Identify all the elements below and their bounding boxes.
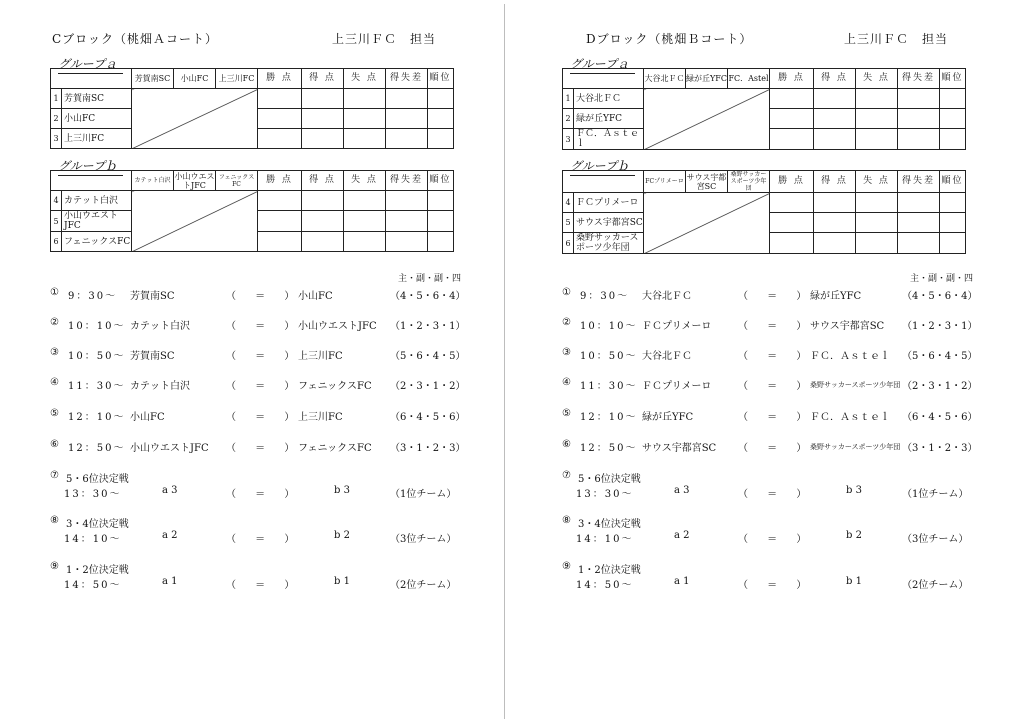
diagonal-cells — [644, 89, 770, 150]
responsible-team: 上三川ＦＣ 担当 — [332, 32, 437, 46]
match-row: ③ 10：50～ 大谷北ＦＣ （ ＝ ） ＦＣ．Ａｓｔｅｌ （5・6・4・5） — [562, 347, 978, 362]
column-rank: 順位 — [428, 171, 454, 191]
league-table-group-a — [50, 68, 454, 149]
column-goals-for: 得 点 — [814, 171, 856, 193]
final-title-row: ⑨ 1・2位決定戦 — [562, 561, 641, 576]
column-points: 勝 点 — [770, 171, 814, 193]
column-goal-diff: 得失差 — [898, 171, 940, 193]
column-rank: 順位 — [428, 69, 454, 89]
column-goals-for: 得 点 — [302, 69, 344, 89]
column-goals-against: 失 点 — [856, 69, 898, 89]
column-goals-against: 失 点 — [856, 171, 898, 193]
column-goals-against: 失 点 — [344, 69, 386, 89]
final-match-row: 13：30～ a 3 （ ＝ ） b 3 （1位チーム） — [64, 485, 457, 500]
table-row: 6 桑野サッカースポーツ少年団 — [563, 233, 966, 254]
match-row: ⑥ 12：50～ サウス宇都宮SC （ ＝ ） 桑野サッカースポーツ少年団 （3・1・2・3） — [562, 439, 978, 454]
diagonal-cells — [644, 193, 770, 254]
group-label: グループｂ — [570, 157, 629, 174]
column-team: サウス宇都宮SC — [686, 172, 727, 191]
column-team: FCプリメーロ — [644, 171, 686, 193]
final-match-row: 13：30～ a 3 （ ＝ ） b 3 （1位チーム） — [576, 485, 969, 500]
column-rank: 順位 — [940, 171, 966, 193]
column-team: 小山ウエストJFC — [174, 171, 215, 190]
final-match-row: 14：50～ a 1 （ ＝ ） b 1 （2位チーム） — [576, 576, 969, 591]
diagonal-cells — [132, 89, 258, 149]
match-row: ③ 10：50～ 芳賀南SC （ ＝ ） 上三川FC （5・6・4・5） — [50, 347, 466, 362]
group-label: グループｂ — [58, 157, 117, 174]
match-row: ① 9：30～ 大谷北ＦＣ （ ＝ ） 緑が丘YFC （4・5・6・4） — [562, 287, 978, 302]
final-match-row: 14：50～ a 1 （ ＝ ） b 1 （2位チーム） — [64, 576, 457, 591]
final-match-row: 14：10～ a 2 （ ＝ ） b 2 （3位チーム） — [64, 530, 457, 545]
table-row: 1 芳賀南SC — [51, 89, 454, 109]
final-title-row: ⑨ 1・2位決定戦 — [50, 561, 129, 576]
table-row: 3 ＦＣ．Ａｓｔｅｌ — [563, 129, 966, 150]
table-row: 2 小山FC — [51, 109, 454, 129]
column-rank: 順位 — [940, 69, 966, 89]
column-goal-diff: 得失差 — [386, 171, 428, 191]
table-row: 3 上三川FC — [51, 129, 454, 149]
responsible-team: 上三川ＦＣ 担当 — [844, 32, 949, 46]
column-goal-diff: 得失差 — [386, 69, 428, 89]
group-label: グループａ — [58, 55, 117, 72]
table-row: 1 大谷北ＦＣ — [563, 89, 966, 109]
block-title: Cブロック（桃畑Ａコート） — [52, 32, 218, 46]
column-points: 勝 点 — [258, 171, 302, 191]
column-team: 大谷北ＦＣ — [644, 69, 686, 89]
column-team: 芳賀南SC — [132, 69, 174, 89]
table-row: 4 カテット白沢 — [51, 191, 454, 211]
match-row: ⑥ 12：50～ 小山ウエストJFC （ ＝ ） フェニックスFC （3・1・2・3） — [50, 439, 466, 454]
match-row: ⑤ 12：10～ 小山FC （ ＝ ） 上三川FC （6・4・5・6） — [50, 408, 466, 423]
referee-header: 主・副・副・四 — [398, 274, 462, 284]
match-row: ② 10：10～ ＦＣプリメーロ （ ＝ ） サウス宇都宮SC （1・2・3・1） — [562, 317, 978, 332]
column-goal-diff: 得失差 — [898, 69, 940, 89]
match-row: ① 9：30～ 芳賀南SC （ ＝ ） 小山FC （4・5・6・4） — [50, 287, 466, 302]
table-row: 6 フェニックスFC — [51, 232, 454, 252]
final-match-row: 14：10～ a 2 （ ＝ ） b 2 （3位チーム） — [576, 530, 969, 545]
column-team: カテット白沢 — [132, 171, 174, 191]
column-team: フェニックスFC — [216, 171, 258, 191]
column-points: 勝 点 — [258, 69, 302, 89]
table-row: 5 サウス宇都宮SC — [563, 213, 966, 233]
column-goals-for: 得 点 — [814, 69, 856, 89]
page-fold-line — [504, 4, 505, 719]
match-row: ④ 11：30～ ＦＣプリメーロ （ ＝ ） 桑野サッカースポーツ少年団 （2・3・1・2） — [562, 377, 978, 392]
column-goals-against: 失 点 — [344, 171, 386, 191]
column-team: 桑野サッカースポーツ少年団 — [728, 171, 770, 193]
table-row: 4 ＦＣプリメーロ — [563, 193, 966, 213]
column-team: FC．Astel — [728, 69, 770, 89]
block-d — [512, 0, 1012, 724]
block-c — [0, 0, 500, 724]
final-title-row: ⑦ 5・6位決定戦 — [50, 470, 129, 485]
column-team: 上三川FC — [216, 69, 258, 89]
diagonal-cells — [132, 191, 258, 252]
column-points: 勝 点 — [770, 69, 814, 89]
final-title-row: ⑦ 5・6位決定戦 — [562, 470, 641, 485]
final-title-row: ⑧ 3・4位決定戦 — [562, 515, 641, 530]
group-label: グループａ — [570, 55, 629, 72]
match-row: ② 10：10～ カテット白沢 （ ＝ ） 小山ウエストJFC （1・2・3・1） — [50, 317, 466, 332]
block-title: Dブロック（桃畑Ｂコート） — [586, 32, 753, 46]
league-table-group-b — [50, 170, 454, 252]
match-row: ⑤ 12：10～ 緑が丘YFC （ ＝ ） ＦＣ．Ａｓｔｅｌ （6・4・5・6） — [562, 408, 978, 423]
final-title-row: ⑧ 3・4位決定戦 — [50, 515, 129, 530]
column-team: 緑が丘YFC — [686, 69, 728, 89]
referee-header: 主・副・副・四 — [910, 274, 974, 284]
column-team: 小山FC — [174, 69, 216, 89]
league-table-group-a — [562, 68, 966, 150]
column-goals-for: 得 点 — [302, 171, 344, 191]
match-row: ④ 11：30～ カテット白沢 （ ＝ ） フェニックスFC （2・3・1・2） — [50, 377, 466, 392]
table-row: 5 小山ウエストJFC — [51, 211, 454, 232]
table-row: 2 緑が丘YFC — [563, 109, 966, 129]
league-table-group-b — [562, 170, 966, 254]
